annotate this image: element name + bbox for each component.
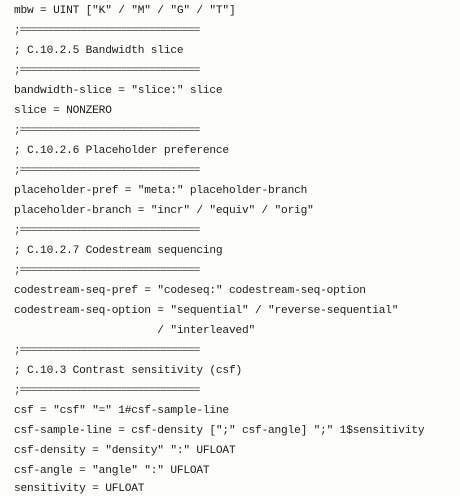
code-line-placeholder-branch: placeholder-branch = "incr" / "equiv" / "orig" (14, 205, 314, 217)
section-comment-contrast-sensitivity: ; C.10.3 Contrast sensitivity (csf) (14, 365, 242, 377)
code-line-codestream-seq-pref: codestream-seq-pref = "codeseq:" codestream-seq-option (14, 285, 366, 297)
code-line-bandwidth-slice: bandwidth-slice = "slice:" slice (14, 85, 223, 97)
code-line-codestream-seq-option: codestream-seq-option = "sequential" / "reverse-sequential" (14, 305, 399, 317)
separator-line: ;================================ (14, 65, 200, 77)
code-line-csf-angle: csf-angle = "angle" ":" UFLOAT (14, 465, 210, 477)
separator-line: ;================================ (14, 385, 200, 397)
separator-line: ;================================ (14, 265, 200, 277)
section-comment-bandwidth-slice: ; C.10.2.5 Bandwidth slice (14, 45, 184, 57)
code-line-csf-sample-line: csf-sample-line = csf-density [";" csf-angle] ";" 1$sensitivity (14, 425, 425, 437)
code-line-mbw: mbw = UINT ["K" / "M" / "G" / "T"] (14, 5, 236, 17)
separator-line: ;================================ (14, 25, 200, 37)
separator-line: ;================================ (14, 125, 200, 137)
code-line-placeholder-pref: placeholder-pref = "meta:" placeholder-branch (14, 185, 308, 197)
section-comment-placeholder-preference: ; C.10.2.6 Placeholder preference (14, 145, 229, 157)
code-line-codestream-seq-option-cont: / "interleaved" (14, 325, 256, 337)
code-line-sensitivity: sensitivity = UFLOAT (14, 483, 145, 495)
code-line-slice: slice = NONZERO (14, 105, 112, 117)
code-line-csf-density: csf-density = "density" ":" UFLOAT (14, 445, 236, 457)
separator-line: ;================================ (14, 345, 200, 357)
code-line-csf: csf = "csf" "=" 1#csf-sample-line (14, 405, 229, 417)
separator-line: ;================================ (14, 225, 200, 237)
separator-line: ;================================ (14, 165, 200, 177)
section-comment-codestream-sequencing: ; C.10.2.7 Codestream sequencing (14, 245, 223, 257)
